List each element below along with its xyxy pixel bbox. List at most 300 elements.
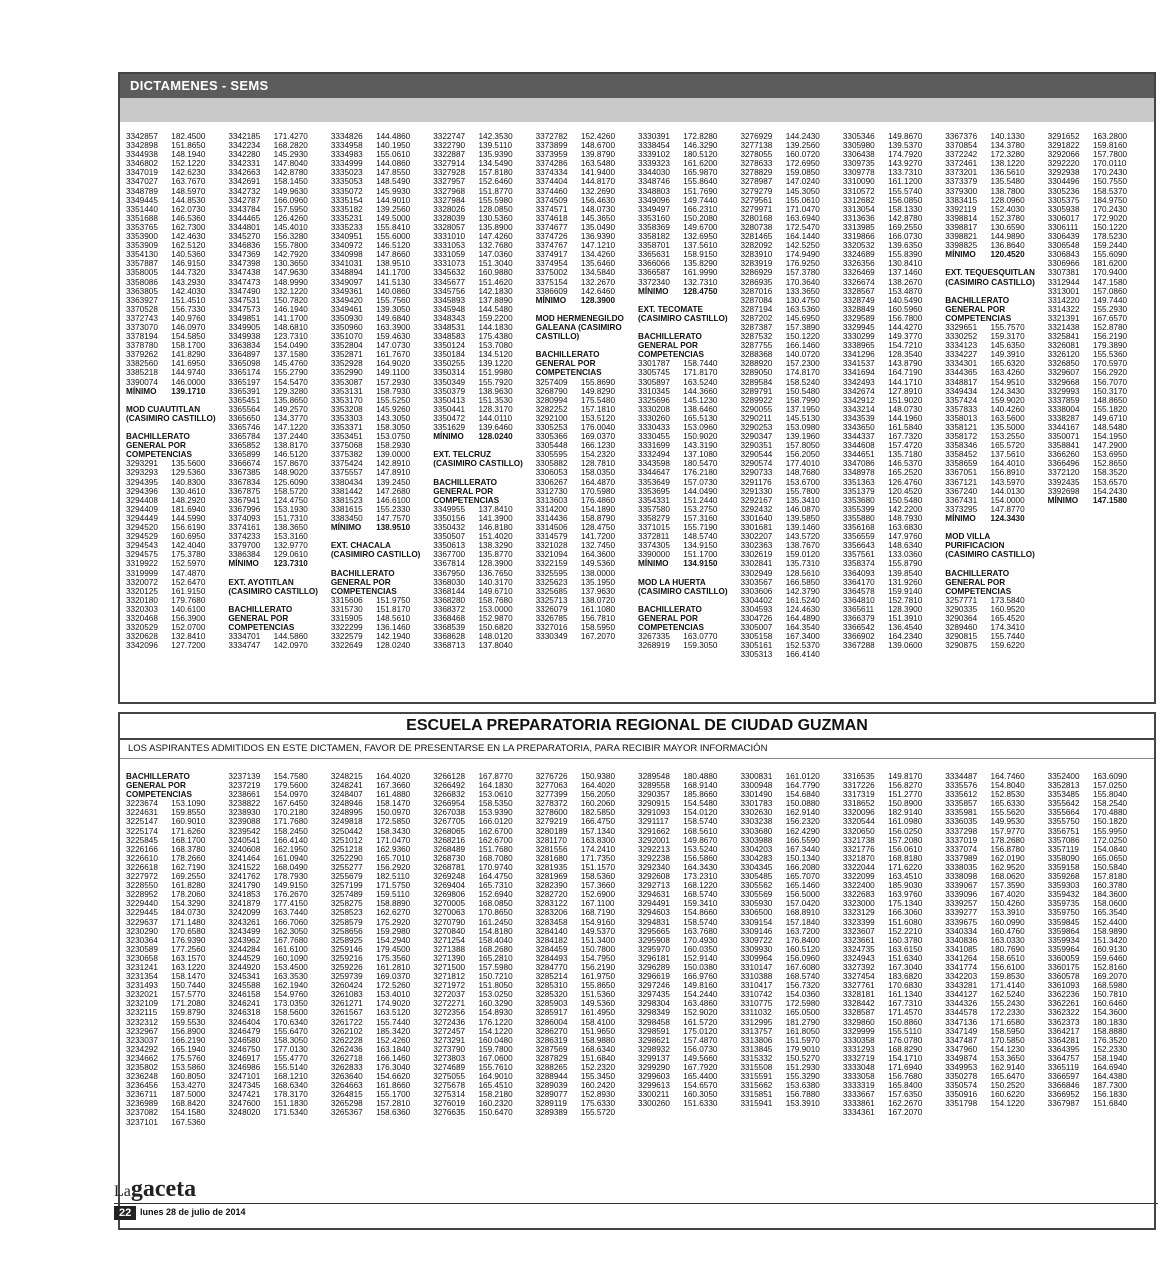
- result-row: [1048, 799, 1146, 808]
- score: 172.9020: [1092, 213, 1128, 223]
- result-row: [228, 799, 326, 808]
- result-row: [126, 287, 224, 296]
- applicant-id: 3337989: [945, 853, 978, 863]
- applicant-id: 3264663: [330, 1081, 363, 1091]
- score: 173.2310: [683, 872, 718, 882]
- applicant-id: 3331293: [842, 1044, 875, 1054]
- applicant-id: 3279279: [740, 186, 773, 196]
- applicant-id: 3250442: [330, 826, 363, 836]
- score: 155.5620: [990, 808, 1025, 818]
- score: 182.5850: [580, 808, 616, 818]
- score: 139.5370: [888, 141, 923, 151]
- applicant-id: 3314220: [1047, 295, 1080, 305]
- score: 167.7920: [683, 1063, 718, 1072]
- score: 162.9140: [785, 808, 820, 818]
- score: 158.1700: [171, 341, 206, 351]
- score: 129.5360: [171, 468, 206, 478]
- applicant-id: 3243962: [228, 935, 261, 945]
- score: 142.8910: [376, 459, 411, 469]
- applicant-id: 3269806: [433, 890, 466, 900]
- result-row: [740, 278, 838, 287]
- applicant-id: 3241879: [228, 899, 261, 909]
- applicant-id: 3350156: [433, 513, 466, 523]
- score: 151.3910: [888, 613, 923, 623]
- result-row: [1048, 296, 1146, 305]
- result-row: [433, 287, 531, 296]
- score: 159.3410: [683, 899, 718, 909]
- applicant-id: 3266128: [433, 772, 466, 781]
- applicant-id: 3301787: [638, 359, 670, 369]
- applicant-id: 3315508: [740, 1063, 773, 1072]
- applicant-id: 3373379: [945, 177, 978, 187]
- results-column: [228, 132, 326, 659]
- applicant-id: 3300831: [740, 772, 773, 781]
- applicant-id: 3302630: [740, 808, 773, 818]
- result-row: [945, 1072, 1043, 1081]
- applicant-id: 3287387: [740, 322, 773, 332]
- applicant-id: 3291662: [638, 826, 670, 836]
- applicant-id: 3314579: [535, 532, 568, 542]
- result-row: [638, 487, 736, 496]
- result-row: [126, 918, 224, 927]
- spacer: [945, 559, 1043, 568]
- result-row: [126, 587, 224, 596]
- score: 157.0250: [1092, 781, 1128, 791]
- applicant-id: 3374509: [535, 195, 568, 205]
- result-row: [945, 132, 1043, 141]
- result-row: [1048, 863, 1146, 872]
- score: 164.4750: [478, 872, 513, 882]
- result-row: [433, 1045, 531, 1054]
- applicant-id: 3294603: [638, 908, 670, 918]
- score: 156.1830: [1092, 1090, 1128, 1100]
- result-row: [126, 550, 224, 559]
- score: 153.5240: [683, 844, 718, 854]
- score: 163.1220: [171, 962, 206, 972]
- score: 152.2320: [580, 1063, 616, 1072]
- score: 158.3430: [376, 826, 411, 836]
- applicant-id: 3290815: [945, 632, 978, 642]
- result-row: [1048, 468, 1146, 477]
- score: 170.4930: [683, 935, 718, 945]
- result-row: [536, 799, 634, 808]
- result-row: [536, 981, 634, 990]
- applicant-id: 3287016: [740, 286, 773, 296]
- result-row: [638, 205, 736, 214]
- score: 154.5480: [683, 799, 718, 809]
- result-row: [126, 368, 224, 377]
- result-row: [740, 1045, 838, 1054]
- result-row: [1048, 159, 1146, 168]
- applicant-id: 3309930: [740, 944, 773, 954]
- result-row: [945, 505, 1043, 514]
- result-row: [536, 1036, 634, 1045]
- score: 171.6940: [888, 1063, 923, 1072]
- score: 137.8040: [478, 641, 513, 651]
- minimum-label: MÍNIMO: [638, 286, 669, 296]
- applicant-id: 3232967: [126, 1026, 158, 1036]
- applicant-id: 3353485: [1047, 790, 1080, 800]
- result-row: [433, 890, 531, 899]
- applicant-id: 3364093: [842, 568, 875, 578]
- result-row: [433, 405, 531, 414]
- result-row: [433, 1063, 531, 1072]
- result-row: [740, 241, 838, 250]
- applicant-id: 3328587: [842, 1008, 875, 1018]
- result-row: [1048, 432, 1146, 441]
- applicant-id: 3287202: [740, 313, 773, 323]
- applicant-id: 3301640: [740, 513, 773, 523]
- result-row: [740, 781, 838, 790]
- result-row: [740, 268, 838, 277]
- group-label: GENERAL POR: [945, 304, 1006, 314]
- result-row: [331, 287, 429, 296]
- score: 160.2060: [580, 799, 616, 809]
- applicant-id: 3353900: [126, 232, 158, 242]
- applicant-id: 3305366: [535, 432, 568, 442]
- applicant-id: 3373070: [126, 322, 158, 332]
- score: 136.7650: [478, 568, 513, 578]
- spacer: [536, 305, 634, 314]
- applicant-id: 3325696: [638, 395, 670, 405]
- score: 146.3290: [683, 141, 718, 151]
- result-row: [126, 459, 224, 468]
- result-row: [638, 632, 736, 641]
- score: 167.3040: [888, 962, 923, 972]
- applicant-id: 3320532: [842, 241, 875, 251]
- applicant-id: 3347369: [228, 250, 261, 260]
- result-row: [126, 569, 224, 578]
- score: 174.3410: [990, 623, 1025, 633]
- result-row: [740, 881, 838, 890]
- applicant-id: 3343214: [842, 404, 875, 414]
- score: 143.3050: [376, 413, 411, 423]
- applicant-id: 3339675: [945, 917, 978, 927]
- score: 163.3530: [273, 972, 308, 982]
- score: 176.0040: [580, 423, 616, 432]
- result-row: [331, 836, 429, 845]
- result-row: [1048, 305, 1146, 314]
- score: 151.3420: [1092, 935, 1128, 945]
- applicant-id: 3334487: [945, 772, 978, 781]
- score: 160.6220: [990, 1090, 1025, 1100]
- score: 161.7670: [376, 350, 411, 360]
- score: 155.7190: [683, 523, 718, 533]
- result-row: [228, 845, 326, 854]
- score: 145.9930: [376, 186, 411, 196]
- applicant-id: 3364395: [1047, 1044, 1080, 1054]
- applicant-id: 3360578: [1047, 972, 1080, 982]
- applicant-id: 3246479: [228, 1026, 261, 1036]
- applicant-id: 3310090: [842, 177, 875, 187]
- result-row: [1048, 990, 1146, 999]
- result-row: [945, 641, 1043, 650]
- applicant-id: 3372340: [638, 277, 670, 287]
- results-column: [638, 132, 736, 659]
- result-row: [638, 772, 736, 781]
- result-row: [945, 378, 1043, 387]
- applicant-id: 3248020: [228, 1108, 261, 1118]
- result-row: [331, 799, 429, 808]
- score: 144.3660: [683, 386, 718, 396]
- result-row: [331, 890, 429, 899]
- score: 172.8280: [683, 132, 718, 141]
- applicant-id: 3314436: [535, 513, 568, 523]
- result-row: [331, 223, 429, 232]
- result-row: [126, 1045, 224, 1054]
- applicant-id: 3359964: [1047, 944, 1080, 954]
- applicant-id: 3287569: [535, 1044, 568, 1054]
- result-row: [1048, 287, 1146, 296]
- minimum-label: MÍNIMO: [228, 559, 259, 569]
- score: 180.5120: [683, 150, 718, 160]
- results-column: [331, 772, 429, 1127]
- applicant-id: 3344127: [945, 990, 978, 1000]
- applicant-id: 3258656: [330, 926, 363, 936]
- applicant-id: 3305595: [535, 450, 568, 460]
- result-row: [536, 432, 634, 441]
- applicant-id: 3326120: [1047, 350, 1080, 360]
- applicant-id: 3367996: [228, 504, 261, 514]
- applicant-id: 3368468: [433, 613, 466, 623]
- score: 154.1890: [580, 504, 616, 514]
- score: 138.6460: [683, 404, 718, 414]
- score: 156.8910: [990, 468, 1025, 478]
- applicant-id: 3268216: [433, 835, 466, 845]
- applicant-id: 3347531: [228, 295, 261, 305]
- score: 166.5850: [785, 577, 820, 587]
- score: 163.6940: [785, 213, 820, 223]
- result-row: [740, 487, 838, 496]
- result-row: [1048, 1045, 1146, 1054]
- applicant-id: 3351440: [126, 204, 158, 214]
- result-row: [740, 314, 838, 323]
- score: 180.1830: [1092, 1017, 1128, 1027]
- applicant-id: 3342857: [126, 132, 158, 141]
- result-row: [843, 918, 941, 927]
- score: 155.2790: [273, 368, 308, 378]
- applicant-id: 3306053: [535, 468, 568, 478]
- group-label: (CASIMIRO CASTILLO): [945, 550, 1035, 560]
- applicant-id: 3313054: [842, 204, 875, 214]
- score: 154.1220: [990, 1099, 1025, 1109]
- result-row: [433, 1108, 531, 1117]
- result-row: [638, 541, 736, 550]
- applicant-id: 3230364: [126, 935, 158, 945]
- result-row: [536, 214, 634, 223]
- result-row: [945, 863, 1043, 872]
- result-row: [126, 250, 224, 259]
- result-row: [331, 772, 429, 781]
- result-row: [1048, 368, 1146, 377]
- result-row: [536, 177, 634, 186]
- applicant-id: 3238661: [228, 790, 261, 800]
- applicant-id: 3331053: [433, 241, 466, 251]
- result-row: [433, 836, 531, 845]
- score: 163.6830: [888, 523, 923, 533]
- result-row: [740, 214, 838, 223]
- result-row: [945, 496, 1043, 505]
- score: 155.7800: [785, 486, 820, 496]
- score: 161.2450: [478, 917, 513, 927]
- result-row: [1048, 196, 1146, 205]
- applicant-id: 3365650: [228, 413, 261, 423]
- result-row: [638, 459, 736, 468]
- applicant-id: 3351629: [433, 423, 466, 432]
- applicant-id: 3271390: [433, 953, 466, 963]
- applicant-id: 3265367: [330, 1108, 363, 1118]
- result-row: [740, 341, 838, 350]
- applicant-id: 3327984: [433, 195, 466, 205]
- result-row: [945, 168, 1043, 177]
- score: 150.0380: [683, 962, 718, 972]
- score: 156.7880: [785, 1090, 820, 1100]
- score: 162.6700: [478, 835, 513, 845]
- applicant-id: 3312944: [1047, 277, 1080, 287]
- score: 134.9150: [683, 559, 718, 569]
- applicant-id: 3302207: [740, 532, 773, 542]
- group-label: (CASIMIRO CASTILLO): [945, 277, 1035, 287]
- applicant-id: 3267705: [433, 817, 466, 827]
- score: 153.3910: [990, 908, 1025, 918]
- result-row: [536, 505, 634, 514]
- applicant-id: 3320303: [126, 604, 158, 614]
- result-row: [1048, 1008, 1146, 1017]
- applicant-id: 3257489: [330, 890, 363, 900]
- score: 157.5950: [273, 204, 308, 214]
- score: 168.1700: [171, 835, 206, 845]
- score: 138.7670: [785, 541, 820, 551]
- result-row: [126, 605, 224, 614]
- applicant-id: 3263640: [330, 1072, 363, 1082]
- result-row: [433, 159, 531, 168]
- score: 160.6460: [1092, 999, 1128, 1009]
- result-row: [536, 414, 634, 423]
- applicant-id: 3346802: [126, 159, 158, 169]
- score: 172.6950: [785, 159, 820, 169]
- score: 128.4750: [580, 523, 616, 533]
- score: 141.3900: [478, 513, 513, 523]
- result-row: [433, 927, 531, 936]
- score: 162.1940: [273, 981, 308, 991]
- result-row: [945, 963, 1043, 972]
- result-row: [536, 514, 634, 523]
- applicant-id: 3324943: [842, 953, 875, 963]
- group-label: GENERAL POR: [228, 613, 289, 623]
- result-row: [740, 854, 838, 863]
- result-row: [331, 605, 429, 614]
- score: 148.8650: [1092, 395, 1128, 405]
- applicant-id: 3306439: [1047, 232, 1080, 242]
- result-row: [740, 287, 838, 296]
- score: 144.1710: [888, 377, 923, 387]
- result-row: [1048, 323, 1146, 332]
- applicant-id: 3345677: [433, 277, 466, 287]
- result-row: [536, 790, 634, 799]
- applicant-id: 3353160: [638, 213, 670, 223]
- applicant-id: 3296289: [638, 962, 670, 972]
- applicant-id: 3342280: [228, 150, 261, 160]
- applicant-id: 3322400: [842, 881, 875, 891]
- score: 159.2440: [1092, 241, 1128, 251]
- applicant-id: 3244529: [228, 953, 261, 963]
- applicant-id: 3359268: [1047, 872, 1080, 882]
- score: 185.9030: [888, 881, 923, 891]
- score: 158.0600: [1092, 899, 1128, 909]
- result-row: [433, 423, 531, 432]
- results-column: [228, 772, 326, 1127]
- score: 175.5480: [580, 395, 616, 405]
- result-row: [945, 1008, 1043, 1017]
- score: 154.0360: [785, 990, 820, 1000]
- result-row: [331, 623, 429, 632]
- score: 155.1820: [1092, 404, 1128, 414]
- group-label: BACHILLERATO: [330, 568, 395, 578]
- score: 171.6220: [888, 862, 923, 872]
- result-row: [638, 432, 736, 441]
- score: 132.8410: [171, 632, 206, 642]
- applicant-id: 3275314: [433, 1090, 466, 1100]
- result-row: [433, 972, 531, 981]
- score: 175.6330: [580, 1099, 616, 1109]
- score: 163.5600: [990, 413, 1025, 423]
- applicant-id: 3298349: [638, 1008, 670, 1018]
- result-row: [843, 854, 941, 863]
- result-row: [433, 1027, 531, 1036]
- result-row: [740, 936, 838, 945]
- applicant-id: 3288368: [740, 350, 773, 360]
- score: 151.9650: [580, 1026, 616, 1036]
- score: 171.4270: [273, 132, 308, 141]
- group-label: (CASIMIRO CASTILLO): [638, 586, 728, 596]
- applicant-id: 3375424: [330, 459, 363, 469]
- score: 165.3540: [1092, 908, 1128, 918]
- result-row: [945, 159, 1043, 168]
- result-row: [740, 350, 838, 359]
- result-row: [433, 936, 531, 945]
- applicant-id: 3238822: [228, 799, 261, 809]
- score: 155.5140: [273, 1063, 308, 1072]
- score: 150.8860: [888, 1017, 923, 1027]
- result-row: [945, 808, 1043, 817]
- result-row: [1048, 250, 1146, 259]
- result-row: [228, 268, 326, 277]
- result-row: [843, 936, 941, 945]
- score: 157.0730: [683, 477, 718, 487]
- result-row: [126, 296, 224, 305]
- score: 149.3770: [888, 332, 923, 342]
- score: 147.1580: [1092, 277, 1128, 287]
- applicant-id: 3350472: [433, 413, 466, 423]
- results-column: [843, 772, 941, 1127]
- applicant-id: 3325623: [535, 577, 568, 587]
- score: 166.9760: [683, 972, 718, 982]
- applicant-id: 3355642: [1047, 799, 1080, 809]
- applicant-id: 3339277: [945, 908, 978, 918]
- spacer: [433, 468, 531, 477]
- score: 150.7800: [580, 944, 616, 954]
- applicant-id: 3266492: [433, 781, 466, 791]
- minimum-row: [228, 559, 326, 568]
- applicant-id: 3313806: [740, 1035, 773, 1045]
- applicant-id: 3358121: [945, 423, 978, 432]
- score: 160.4760: [990, 926, 1025, 936]
- score: 146.0000: [171, 377, 206, 387]
- score: 135.6460: [580, 259, 616, 269]
- result-row: [945, 359, 1043, 368]
- applicant-id: 3258275: [330, 899, 363, 909]
- result-row: [740, 1099, 838, 1108]
